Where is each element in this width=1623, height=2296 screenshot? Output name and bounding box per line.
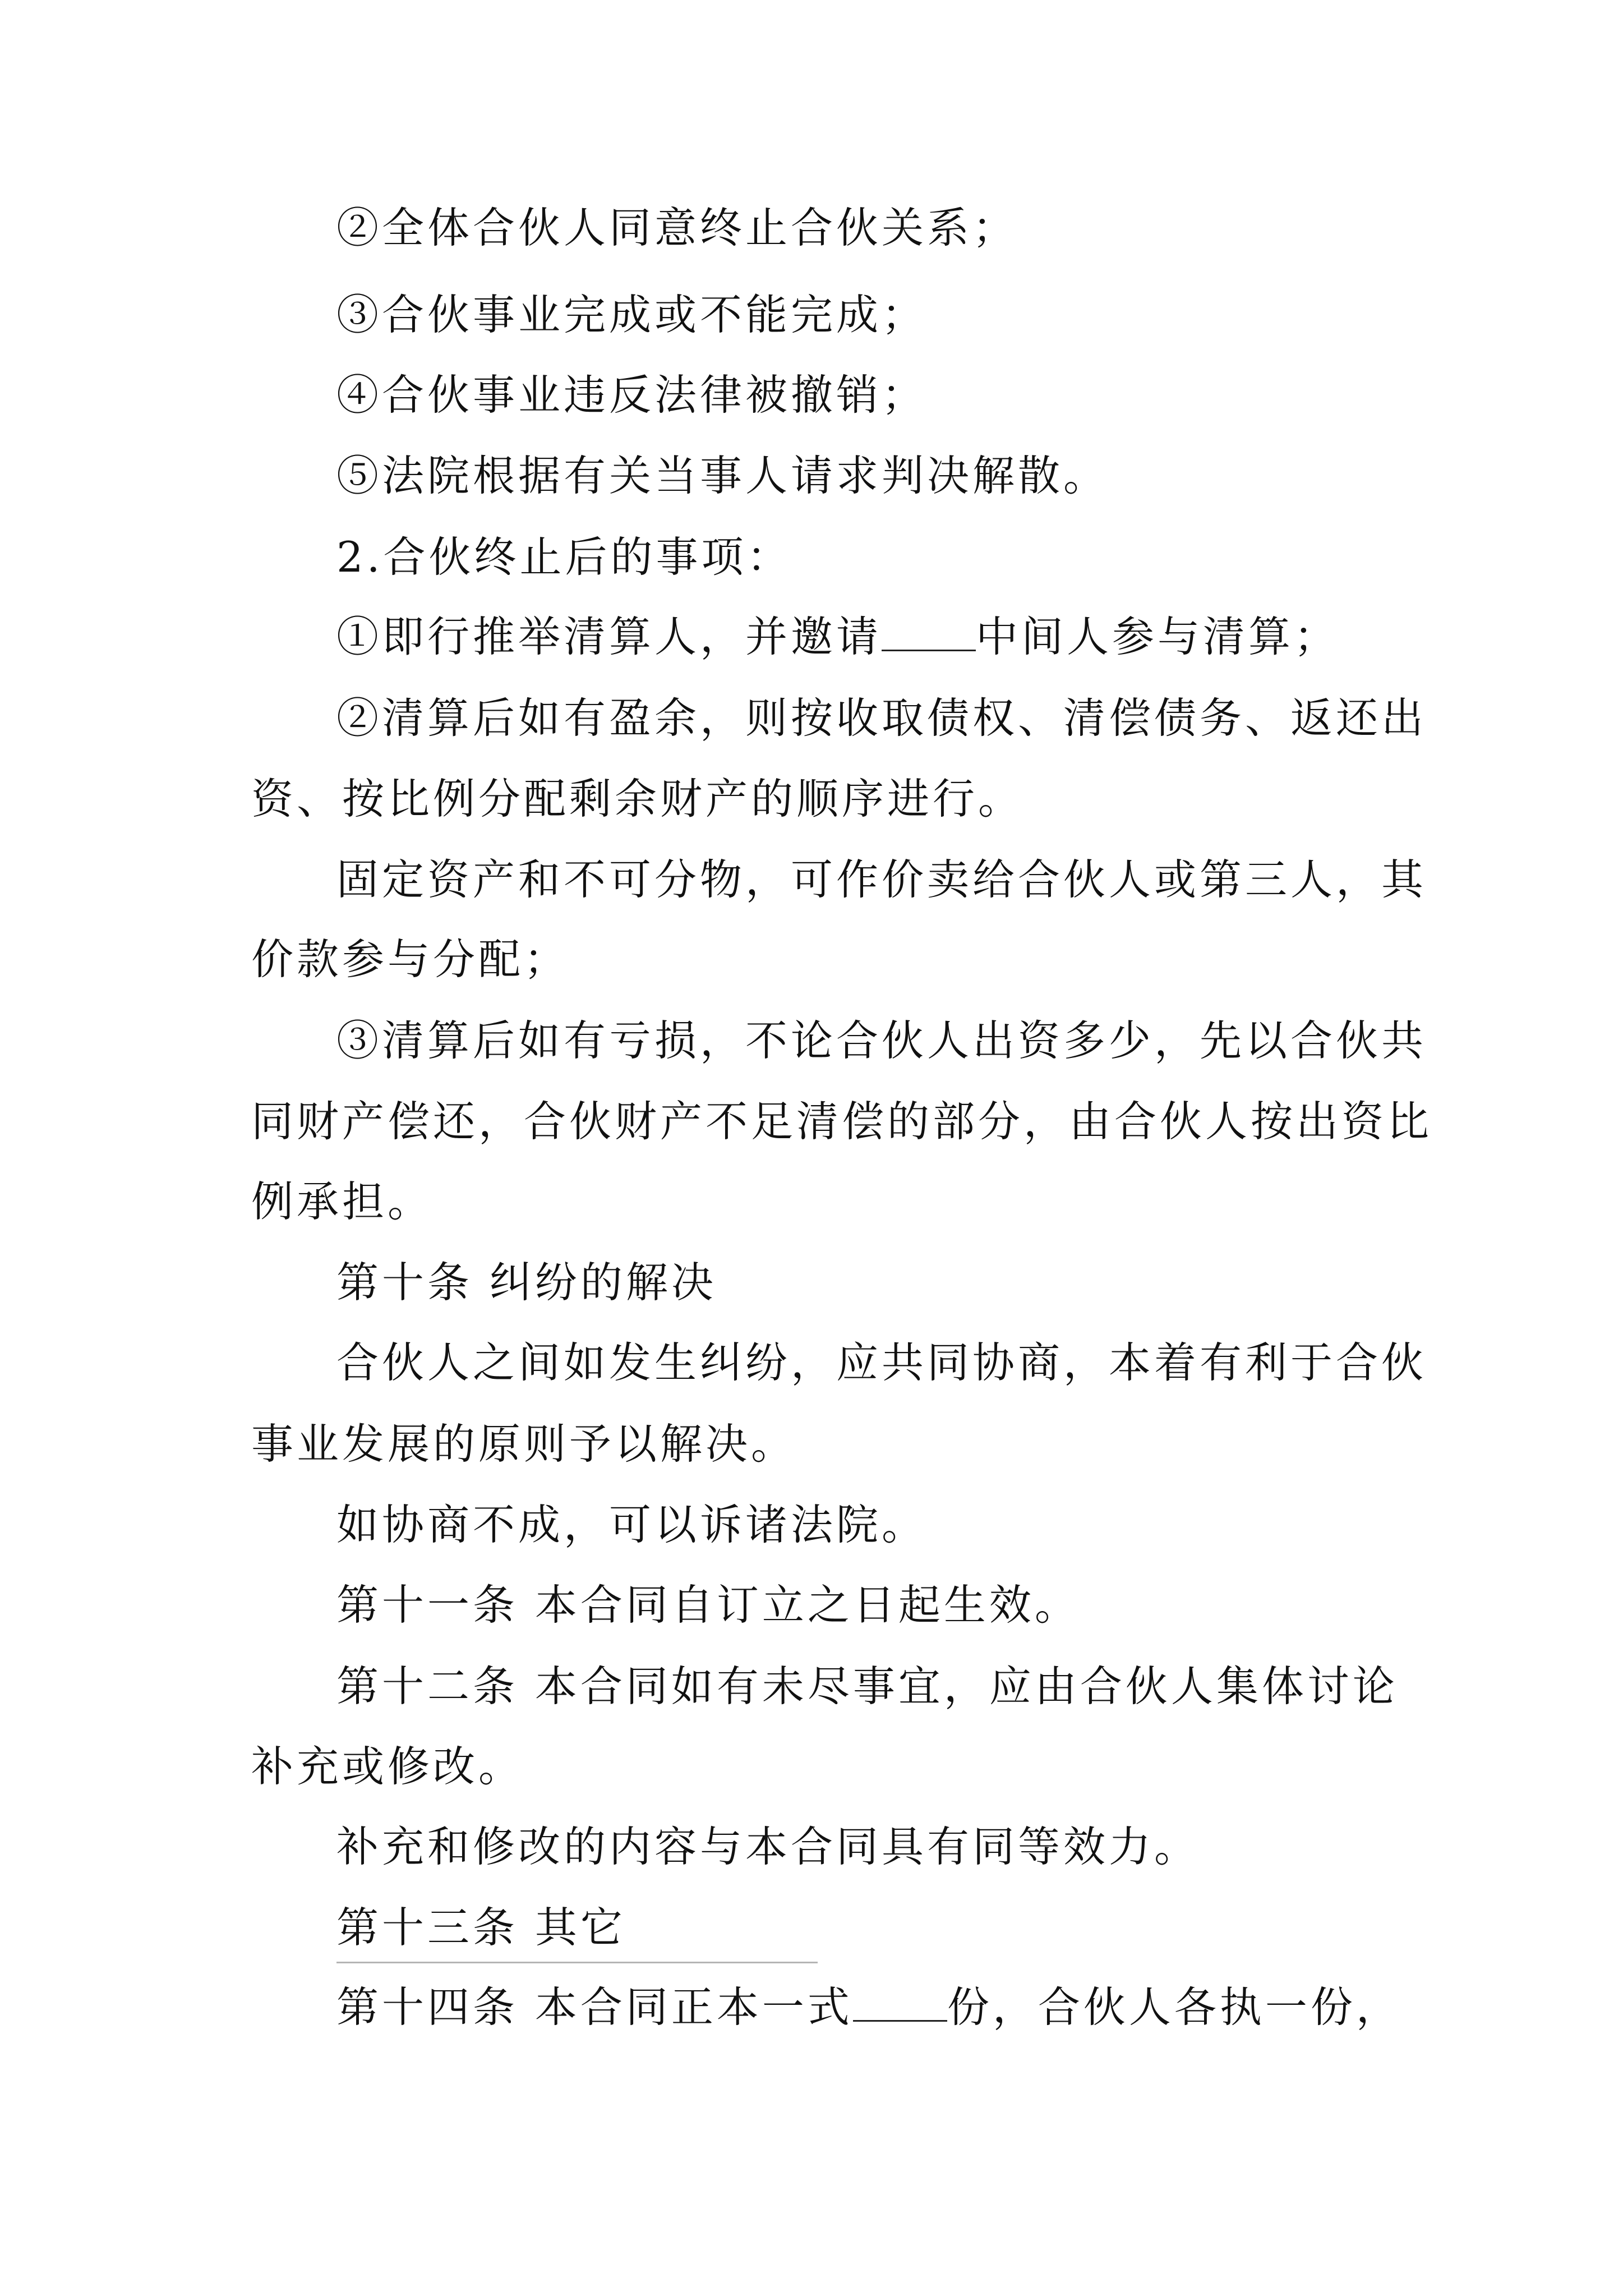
paragraph-text: 第十条 纠纷的解决 [336, 1258, 717, 1307]
article-10-heading [336, 1255, 1391, 1309]
paragraph-text: ③合伙事业完成或不能完成； [336, 290, 928, 339]
paragraph-text: 补充或修改。 [251, 1742, 524, 1791]
paragraph-text: 固定资产和不可分物，可作价卖给合伙人或第三人，其 [336, 855, 1427, 904]
paragraph-text: 份，合伙人各执一份， [947, 1982, 1401, 2032]
paragraph-text: ③清算后如有亏损，不论合伙人出资多少，先以合伙共 [336, 1016, 1427, 1065]
paragraph-text: 补充和修改的内容与本合同具有同等效力。 [336, 1822, 1200, 1871]
article-13-heading [336, 1901, 1391, 1954]
paragraph-dissolution-5 [336, 449, 1391, 503]
paragraph-text: 合伙人之间如发生纠纷，应共同协商，本着有利于合伙 [336, 1338, 1427, 1387]
paragraph-dispute-line-1 [336, 1336, 1427, 1389]
paragraph-liquidation-3-line-3 [251, 1175, 1393, 1228]
paragraph-text: ②全体合伙人同意终止合伙关系； [336, 203, 1018, 252]
paragraph-liquidation-1 [336, 610, 1391, 664]
fill-in-blank [882, 616, 976, 651]
article-14 [336, 1980, 1401, 2034]
paragraph-text: 第十三条 其它 [336, 1903, 626, 1952]
paragraph-text: ⑤法院根据有关当事人请求判决解散。 [336, 451, 1109, 500]
paragraph-dissolution-2 [336, 201, 1391, 255]
paragraph-amendment-effect [336, 1820, 1391, 1874]
paragraph-text: 中间人参与清算； [976, 612, 1340, 661]
paragraph-text: 2.合伙终止后的事项： [336, 532, 792, 582]
article-12-line-2 [251, 1740, 1393, 1793]
paragraph-liquidation-2-line-2 [251, 772, 1393, 826]
paragraph-text: 第十四条 本合同正本一式 [336, 1982, 853, 2032]
article-11 [336, 1578, 1391, 1632]
paragraph-text: 价款参与分配； [251, 935, 570, 984]
paragraph-text: 事业发展的原则予以解决。 [251, 1419, 797, 1469]
paragraph-liquidation-3-line-1 [336, 1014, 1427, 1068]
paragraph-text: 第十一条 本合同自订立之日起生效。 [336, 1580, 1080, 1630]
paragraph-text: ②清算后如有盈余，则按收取债权、清偿债务、返还出 [336, 693, 1427, 743]
paragraph-text: 例承担。 [251, 1177, 434, 1226]
paragraph-text: 第十二条 本合同如有未尽事宜，应由合伙人集体讨论 [336, 1662, 1398, 1711]
paragraph-liquidation-2-line-1 [336, 691, 1427, 745]
separator-rule [336, 1962, 818, 1963]
paragraph-dissolution-4 [336, 368, 1391, 422]
fill-in-blank [853, 1986, 947, 2022]
paragraph-liquidation-3-line-2 [251, 1094, 1433, 1148]
paragraph-text: ①即行推举清算人，并邀请 [336, 612, 882, 661]
paragraph-fixed-assets-line-1 [336, 853, 1427, 907]
article-12-line-1 [336, 1659, 1398, 1713]
paragraph-dispute-line-2 [251, 1417, 1393, 1471]
paragraph-text: 同财产偿还，合伙财产不足清偿的部分，由合伙人按出资比 [251, 1097, 1433, 1146]
paragraph-text: 如协商不成，可以诉诸法院。 [336, 1500, 928, 1549]
paragraph-litigation [336, 1498, 1391, 1552]
paragraph-text: 资、按比例分配剩余财产的顺序进行。 [251, 774, 1024, 823]
paragraph-fixed-assets-line-2 [251, 932, 1393, 986]
paragraph-text: ④合伙事业违反法律被撤销； [336, 370, 928, 420]
paragraph-post-termination-heading [336, 530, 1391, 584]
paragraph-dissolution-3 [336, 288, 1391, 342]
